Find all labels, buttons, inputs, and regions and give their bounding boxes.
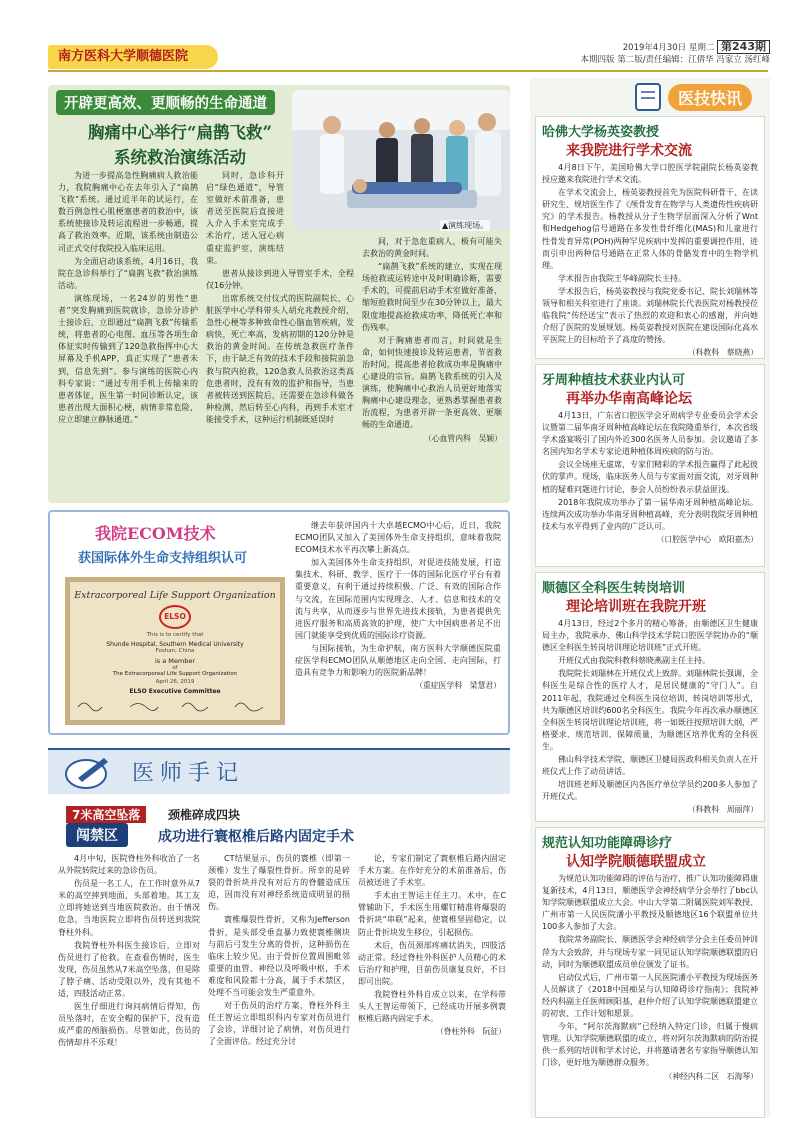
pen-ink-icon — [64, 752, 120, 790]
s4-p2: 我院常务副院长、顺德医学会神经病学分会主任委员钟训萍为大会致辞，并与现场专家一同见证认知学院顺德联盟的启动，同时为顺德联盟成员单位颁发了证书。 — [542, 935, 758, 969]
s1-p4: 学术报告后，杨英姿教授与我院党委书记、院长刘瑞林等领导和相关科室进行了座谈。刘瑞林院长代表医院对杨教授莅临我院“传经送宝”表示了热烈的欢迎和衷心的感谢，并向她介绍了医院的发展规划。杨英姿教授对医院在建设国际化高水平医院上的目标给予了高度的赞扬。 — [542, 286, 758, 345]
notes-c1-p4: 医生仔细进行询问病情后得知，伤员坠落时，在安全帽的保护下，没有造成严重的颅脑损伤。尽管如此，伤员的伤情却并不乐观！ — [58, 1002, 200, 1048]
lead-c3-p2: “扁鹊飞救”系统的建立，实现在现场抢救或运转途中及时明确诊断，需要手术的，可提前启动手术室做好准备，缩短抢救时间至少在30分钟以上，最大限度地提高抢救成功率，降低死亡率和伤残率。 — [362, 262, 502, 332]
s3-p5: 培训班老师及顺德区内各医疗单位学员约200多人参加了开班仪式。 — [542, 780, 758, 802]
s3-p2: 开班仪式由我院科教科蔡晓燕副主任主持。 — [558, 656, 710, 666]
lead-c3-p3: 对于胸痛患者而言，时间就是生命，如何快速接诊及转运患者，节省救治时间，提高患者抢救成功率是胸痛中心建设的宗旨。扁鹊飞救系统的引入及演练，使胸痛中心救治人员更好地落实胸痛中心建设理念，更熟悉掌握患者救治流程，为患者开辟一条更高效、更顺畅的生命通道。 — [362, 335, 502, 430]
s1-p3: 学术报告由我院王华峰副院长主持。 — [558, 273, 686, 283]
edition-editors: 本期四版 第二版/责任编辑：江倩华 冯家立 汤红峰 — [580, 55, 770, 65]
s2-p1: 4月13日，广东省口腔医学会牙周病学专业委员会学术会议暨第二届华南牙周种植高峰论坛在我院隆重举行，本次省级学术盛宴吸引了国内外近300名医务人员参加。会议邀请了多名国内知名学术专家论道种植体周疾病的防与治。 — [542, 411, 758, 457]
s2-p3: 2018年我院成功举办了第一届华南牙周种植高峰论坛。连续两次成功举办华南牙周种植高峰，充分表明我院牙周种植技术与水平得到了业内的广泛认可。 — [542, 497, 758, 531]
s3-p4: 佛山科学技术学院、顺德区卫健局医政科相关负责人在开班仪式上作了动员讲话。 — [542, 755, 758, 777]
lead-headline-line2: 系统救治演练活动 — [114, 148, 246, 167]
s3-p1: 4月13日，经过2个多月的精心筹备，由顺德区卫生健康局主办，我院承办、佛山科学技术学院口腔医学院协办的“顺德区全科医生转岗培训理论培训班”正式开班。 — [542, 619, 758, 653]
cert-of: of — [172, 665, 178, 671]
notebook-icon — [628, 80, 668, 114]
elso-certificate — [65, 577, 285, 725]
notes-column-2 — [208, 853, 350, 1118]
notes-c1-p3: 我院脊柱外科医生接诊后，立即对伤员进行了抢救。在查看伤情时，医生发现，伤员虽然从7米高空坠落，但是除了脖子痛、活动受限以外，没有其他不适，四肢活动正常。 — [58, 940, 200, 999]
headline-tag: 闯禁区 — [66, 823, 128, 847]
cert-certify: This is to certify that — [146, 632, 204, 638]
notes-c3-p3: 术后，伤员颈部疼痛状消失，四肢活动正常。经过脊柱外科医护人员精心的术后治疗和护理，目前伤员康复良好，不日即可出院。 — [358, 940, 506, 986]
sidebar-item-1-body — [536, 162, 764, 358]
s4-p3: 启动仪式后，广州市第一人民医院潘小平教授为现场医务人员解读了《2018中国痴呆与认知障碍诊疗指南》；我院神经内科副主任医师顾阳基，赵仲介绍了认知学院顺德联盟建立的初衷、工作计划和愿景。 — [542, 972, 758, 1019]
lead-c2-p2: 患者从接诊到进入导管室手术，全程仅16分钟。 — [206, 268, 354, 290]
cert-hospital: Shunde Hospital, Southern Medical University — [106, 641, 244, 648]
s4-p1: 为规范认知功能障碍的评估与治疗，推广认知功能障碍康复新技术，4月13日，顺德医学会神经病学分会举行了bbc认知学院顺德联盟成立大会。中山大学第二附属医院刘军教授、广州市第一人民医院潘小平教授及顺德地区16个联盟单位共100多人参加了大会。 — [542, 874, 758, 932]
sidebar-item-4-title2: 认知学院顺德联盟成立 — [566, 854, 706, 870]
lead-c2-p1: 同时，急诊科开启“绿色通道”，导管室做好术前准备，患者送至医院后直接进入介入手术室完成手术治疗，送入冠心病重症监护室，演练结束。 — [206, 171, 284, 265]
date-issue-line — [520, 40, 770, 54]
ecom-signature: （重症医学科 梁慧君） — [415, 681, 501, 691]
ecom-body — [295, 520, 501, 730]
lead-column-2 — [206, 170, 354, 498]
sidebar-item-2-title1: 牙周种植技术获业内认可 — [542, 373, 686, 388]
sidebar-item-1-title1: 哈佛大学杨英姿教授 — [542, 125, 660, 140]
sidebar-item-2-title2: 再举办华南高峰论坛 — [566, 391, 692, 407]
sidebar-item-1-title2: 来我院进行学术交流 — [566, 143, 692, 159]
sidebar-item-4-body — [536, 873, 764, 1117]
lead-c1-p3: 演练现场，一名24岁的男性“患者”突发胸痛到医院就诊，急诊分诊护士接诊后，立即通过“扁鹊飞救”传输系统，将患者的心电图、血压等各项生命体征实时传输到了120急救指挥中心大屏幕及手机APP，真正实现了“患者未到，信息先到”。参与演练的医院心内科专家说：“通过专用手机上传输来的患者体征，医生第一时间诊断认定，该患者出现大面积心梗，病情非常危险，应立即建立静脉通道。” — [58, 293, 198, 424]
header-rule — [48, 70, 768, 72]
sidebar-header — [548, 80, 758, 114]
s4-p4: 今年，“阿尔茨海默病”已经纳入特定门诊，归属于慢病管理。认知学院顺德联盟的成立，将对阿尔茨海默病的防治提供一系列的培训和学术讨论，并将邀请著名专家指导顺德认知门诊，更好地为顺德群众服务。 — [542, 1022, 758, 1068]
s2-p2: 会议全场座无虚席，专家们精彩的学术报告赢得了此起彼伏的掌声。现场，临床医务人员与专家面对面交流，对牙周种植的疑难问题进行讨论，参会人员纷纷表示获益匪浅。 — [542, 460, 758, 494]
notes-signature: （脊柱外科 阮征） — [435, 1027, 506, 1037]
notes-c1-p2: 伤员是一名工人，在工作时意外从7米的高空摔到地面，头部着地。其工友立即将她送到当地医院救治。由于情况危急，当地医院立即将伤员转送到我院脊柱外科。 — [58, 879, 200, 937]
notes-column-3 — [358, 853, 506, 1118]
issue-number: 第243期 — [717, 40, 770, 54]
notes-c2-p2: 寰椎爆裂性骨折，又称为Jefferson骨折，是头部受垂直暴力致使寰椎侧块与前后弓发生分离的骨折，这种损伤在临床上较少见。由于骨折位置周围毗邻重要的血管、神经以及呼吸中枢，手术难度和风险都十分高，属于手术禁区，处理不当可能会发生严重意外。 — [208, 915, 350, 998]
sidebar-item-3-title2: 理论培训班在我院开班 — [566, 599, 706, 615]
lead-column-3 — [362, 236, 502, 498]
sidebar-item-2 — [535, 364, 765, 567]
elso-logo-icon: ELSO — [159, 605, 191, 629]
lead-headline-line1: 胸痛中心举行“扁鹊飞救” — [88, 123, 272, 142]
ecom-subheadline: 获国际体外生命支持组织认可 — [78, 551, 248, 566]
cert-committee: ELSO Executive Committee — [129, 688, 221, 695]
lead-c2-p3: 出席系统交付仪式的医院副院长、心脏医学中心学科带头人胡允兆教授介绍，急性心梗等多种致命性心脑血管疾病，发病快，死亡率高，发病初期的120分钟是救治的黄金时间。在传统急救医疗条件下，由于缺乏有效的技术手段和接院前急救与院内抢救，120急救人员救治这类高危患者时，没有有效的监护和指导，当患者被转送到医院后，还需要在急诊科做各种检测，然后转至心内科，再到手术室才能接受手术，这种运行机制既延误时 — [206, 293, 354, 424]
kicker-rest: 颈椎碎成四块 — [168, 808, 241, 822]
lead-signature: （心血管内科 吴颖） — [424, 433, 502, 443]
notes-c2-p3: 对于伤员的治疗方案，脊柱外科主任王智运立即组织科内专家对伤员进行了会诊，详细讨论了病情，对伤员进行了全面评估。经过充分讨 — [208, 1001, 350, 1047]
ecom-p1: 继去年获评国内十大卓越ECMO中心后，近日，我院ECMO团队又加入了美国体外生命支持组织，意味着我院ECOM技术水平再次攀上新高点。 — [295, 521, 501, 555]
notes-c1-p1: 4月中旬，医院脊柱外科收治了一名从外院转院过来的急诊伤员。 — [58, 854, 200, 876]
s3-sig: （科教科 周丽萍） — [687, 805, 758, 815]
cert-heading: Extracorporeal Life Support Organization — [74, 590, 276, 601]
photo-caption: ▲演练现场。 — [442, 221, 489, 230]
cert-org: The Extracorporeal Life Support Organization — [112, 671, 238, 677]
notes-c3-p2: 手术由王智运主任主刀。术中，在C臂辅助下，手术医生用螺钉精准将爆裂的骨折块“串联”起来，使寰椎坚固稳定，以防止骨折块发生移位，引起损伤。 — [358, 891, 506, 937]
ecom-headline: 我院ECOM技术 — [95, 524, 216, 543]
hospital-logo: 南方医科大学顺德医院 — [48, 45, 218, 69]
notes-c2-p1: CT结果显示，伤员的寰椎（即第一颈椎）发生了爆裂性骨折。所幸的是碎裂的骨折块并没有对后方的脊髓造成压迫，因而没有对神经系统造成明显的损伤。 — [208, 854, 350, 912]
lead-c1-p1: 为进一步提高急性胸痛病人救治能力，我院胸痛中心在去年引入了“扁鹊飞救”系统。通过近半年的试运行，在数百例急性心肌梗塞患者的救治中，该系统使接诊及转运流程进一步畅通，提高了救治效率。近期，该系统由制造公司正式交付我院投入临床运用。 — [58, 171, 198, 253]
notes-headline: 成功进行寰枢椎后路内固定手术 — [158, 829, 354, 845]
cert-member: is a Member — [154, 657, 196, 665]
sidebar-title: 医技快讯 — [668, 84, 752, 111]
s1-p2: 在学术交流会上，杨英姿教授首先为医院科研骨干、在读研究生、规培医生作了《颅骨发育在物学与人类遗传性疾病研究》的学术报告。杨教授从分子生物学层面深入分析了Wnt和Hedgehog信号通路在多发性骨纤维化(MAS)和儿童进行性骨发育异常(POH)两种罕见疾病中发挥的重要调控作用，进而引申出两种信号通路在正常人体的骨骼发育中的生物学机理。 — [542, 188, 758, 270]
signature-lines-icon — [70, 698, 280, 712]
lead-c1-p2: 为全面启动该系统，4月16日，我院在急诊科举行了“扁鹊飞救”救治演练活动。 — [58, 256, 198, 290]
notes-c3-p1: 论，专家们制定了寰枢椎后路内固定手术方案。在作好充分的术前准备后，伤员被送进了手术室。 — [358, 854, 506, 888]
s4-sig: （神经内科二区 石海琴） — [664, 1071, 758, 1081]
sidebar-item-4-title1: 规范认知功能障碍诊疗 — [542, 836, 673, 851]
doctor-notes-title: 医师手记 — [132, 761, 245, 786]
sidebar-item-3-body — [536, 618, 764, 821]
s3-p3: 我院院长刘瑞林在开班仪式上致辞。刘瑞林院长强调，全科医生是综合性的医疗人才，是居民健康的“守门人”。自2011年起，我院通过全科医生岗位培训、转岗培训等形式，共为顺德区培训约600名全科医生。我院今年再次承办顺德区全科医生转岗培训理论培训班，将一如既往按照培训大纲，严格要求、规范培训、保障质量，为顺德区培养优秀的全科医生。 — [542, 669, 758, 751]
sidebar-item-4 — [535, 827, 765, 1118]
s1-sig: （科教科 蔡晓燕） — [687, 348, 758, 358]
issue-date: 2019年4月30日 星期二 — [622, 43, 715, 53]
notes-c3-p4: 我院脊柱外科自成立以来，在学科带头人王智运带领下，已经成功开展多例寰枢椎后路内固定手术。 — [358, 990, 506, 1024]
notes-column-1 — [58, 853, 200, 1118]
lead-column-1 — [58, 170, 198, 498]
cert-date: April 26, 2019 — [155, 679, 195, 685]
sidebar-item-3 — [535, 572, 765, 822]
sidebar-item-3-title1: 顺德区全科医生转岗培训 — [542, 581, 686, 596]
sidebar-item-2-body — [536, 410, 764, 566]
cert-place: Foshan, China — [155, 648, 195, 654]
sidebar-item-1 — [535, 116, 765, 359]
kicker-tag: 7米高空坠落 — [66, 806, 146, 823]
s2-sig: （口腔医学中心 欧阳嘉杰） — [656, 534, 758, 544]
lead-c3-p1: 间，对于急危重病人，极有可能失去救治的黄金时间。 — [362, 237, 502, 259]
s1-p1: 4月8日下午，美国哈佛大学口腔医学院副院长杨英姿教授应邀来我院进行学术交流。 — [542, 163, 758, 185]
ecom-p2: 加入美国体外生命支持组织，对促进技能发展，打造集技术、科研、教学、医疗于一体的国际化医疗平台有着重要意义，有利于通过持续积极、广泛、有效的国际合作与交流，在国际范围内实现理念、人才、信息和技术的交流与共享，从而逐步与世界先进技术接轨，为患者提供先进医疗服务和高质高效的护理，使广大中国病患者足不出国门就能享受到优质的国际诊疗资源。 — [295, 558, 501, 640]
ecom-p3: 与国际接轨，为生命护航，南方医科大学顺德医院重症医学科ECMO团队从顺德地区走向全国、走向国际，打造具有竞争力和影响力的医院新品牌！ — [295, 643, 501, 678]
lead-kicker: 开辟更高效、更顺畅的生命通道 — [56, 90, 275, 115]
